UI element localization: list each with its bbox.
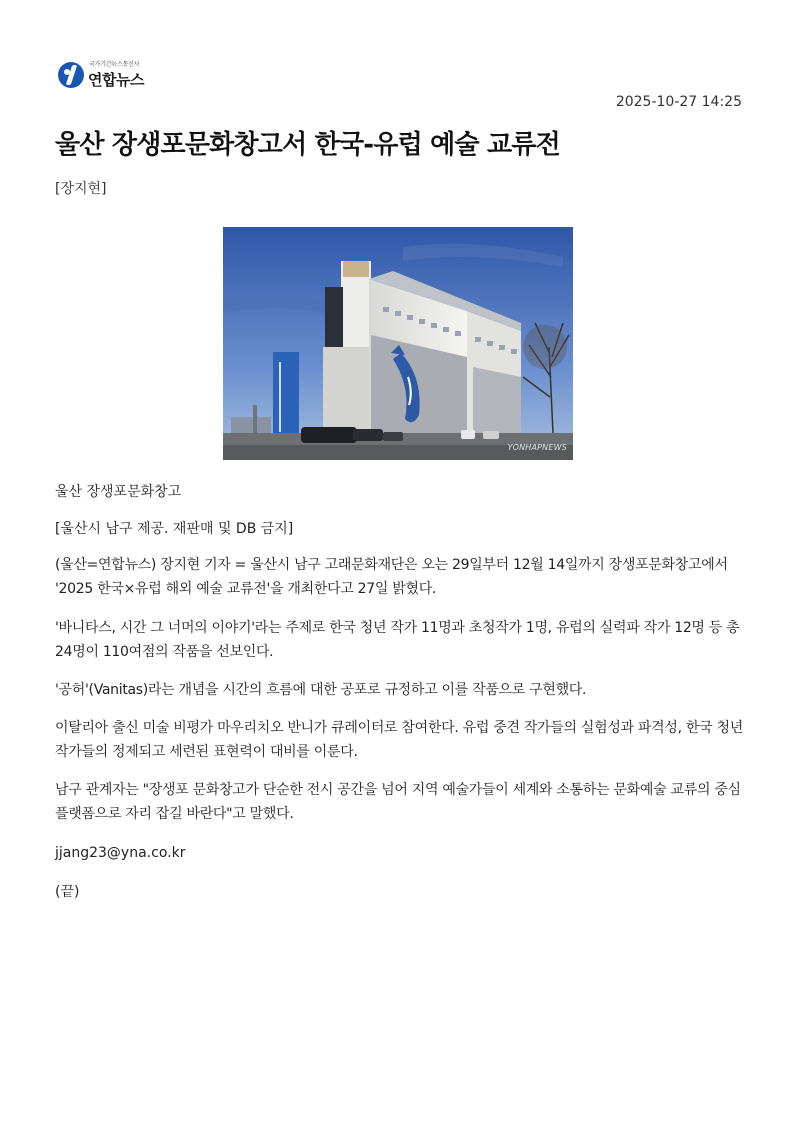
building-photo-image <box>223 227 573 460</box>
article-photo[interactable] <box>223 227 573 460</box>
article-paragraph: '바니타스, 시간 그 너머의 이야기'라는 주제로 한국 청년 작가 11명과 초청작가 1명, 유럽의 실력파 작가 12명 등 총 24명이 110여점의 작품을 선보인다. <box>55 620 740 660</box>
logo-name: 연합뉴스 <box>88 71 144 89</box>
article-paragraph: 남구 관계자는 "장생포 문화창고가 단순한 전시 공간을 넘어 지역 예술가들이 세계와 소통하는 문화예술 교류의 중심 플랫폼으로 자리 잡길 바란다"고 말했다. <box>55 782 741 822</box>
reporter-email[interactable]: jjang23@yna.co.kr <box>55 845 186 861</box>
article-paragraph: '공허'(Vanitas)라는 개념을 시간의 흐름에 대한 공포로 규정하고 이를 작품으로 구현했다. <box>55 682 587 698</box>
article-paragraph: (울산=연합뉴스) 장지현 기자 = 울산시 남구 고래문화재단은 오는 29일부터 12월 14일까지 장생포문화창고에서 '2025 한국×유럽 해외 예술 교류전'을 개최한다고 27일 밝혔다. <box>55 557 728 597</box>
yonhap-logo[interactable] <box>58 56 168 94</box>
article-date: 2025-10-27 14:25 <box>615 94 742 110</box>
article-end-mark: (끝) <box>55 884 80 900</box>
article-title: 울산 장생포문화창고서 한국-유럽 예술 교류전 <box>55 130 561 160</box>
photo-caption: 울산 장생포문화창고 <box>55 484 182 500</box>
yonhap-logo-icon <box>58 62 84 88</box>
article-byline: [장지현] <box>55 181 107 197</box>
photo-source-note: [울산시 남구 제공. 재판매 및 DB 금지] <box>55 521 294 537</box>
logo-tagline: 국가기간뉴스통신사 <box>89 61 140 68</box>
photo-credit: YONHAPNEWS <box>507 443 567 452</box>
article-paragraph: 이탈리아 출신 미술 비평가 마우리치오 반니가 큐레이터로 참여한다. 유럽 중견 작가들의 실험성과 파격성, 한국 청년 작가들의 정제되고 세련된 표현력이 대비를 이룬다. <box>55 720 743 760</box>
